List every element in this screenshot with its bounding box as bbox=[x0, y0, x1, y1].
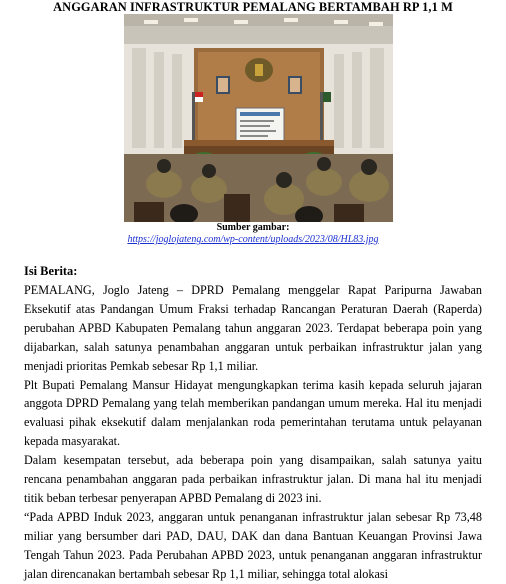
paragraph-2: Plt Bupati Pemalang Mansur Hidayat mengungkapkan terima kasih kepada seluruh jajaran anggota DPRD Pemalang yang telah memberikan pandangan umum mereka. Hal itu menjadi evaluasi pihak eksekutif dalam menjalankan roda pemerintahan terutama untuk pelayanan kepada masyarakat. bbox=[24, 377, 482, 449]
article-title: ANGGARAN INFRASTRUKTUR PEMALANG BERTAMBAH RP 1,1 M bbox=[53, 0, 453, 14]
section-heading: Isi Berita: bbox=[24, 264, 78, 278]
image-caption-label: Sumber gambar: bbox=[216, 222, 290, 233]
article-body bbox=[24, 281, 482, 584]
image-caption bbox=[0, 222, 506, 246]
garuda-emblem-icon bbox=[245, 58, 273, 82]
paragraph-4: “Pada APBD Induk 2023, anggaran untuk penanganan infrastruktur jalan sebesar Rp 73,48 miliar yang bersumber dari PAD, DAU, DAK dan dana Bantuan Keuangan Provinsi Jawa Tengah Tahun 2023. Pada Perubahan APBD 2023, untuk penanganan anggaran infrastruktur jalan direncanakan bertambah sebesar Rp 1,1 miliar, sehingga total alokasi bbox=[24, 509, 482, 581]
paragraph-3: Dalam kesempatan tersebut, ada beberapa poin yang disampaikan, salah satunya yaitu rencana penambahan anggaran pada perbaikan infrastruktur jalan. Di mana hal itu menjadi titik beban terbesar penyerapan APBD Pemalang di 2023 ini. bbox=[24, 453, 482, 505]
article-photo bbox=[124, 14, 393, 222]
meeting-hall-photo bbox=[124, 14, 393, 222]
image-source-link[interactable]: https://joglojateng.com/wp-content/uploads/2023/08/HL83.jpg bbox=[127, 234, 379, 245]
paragraph-1: PEMALANG, Joglo Jateng – DPRD Pemalang menggelar Rapat Paripurna Jawaban Eksekutif atas Pandangan Umum Fraksi terhadap Rancangan Peraturan Daerah (Raperda) perubahan APBD Kabupaten Pemalang tahun anggaran 2023. Terdapat beberapa poin yang dijabarkan, salah satunya penambahan anggaran untuk perbaikan infrastruktur jalan yang menjadi prioritas Pemkab sebesar Rp 1,1 miliar. bbox=[24, 283, 482, 373]
